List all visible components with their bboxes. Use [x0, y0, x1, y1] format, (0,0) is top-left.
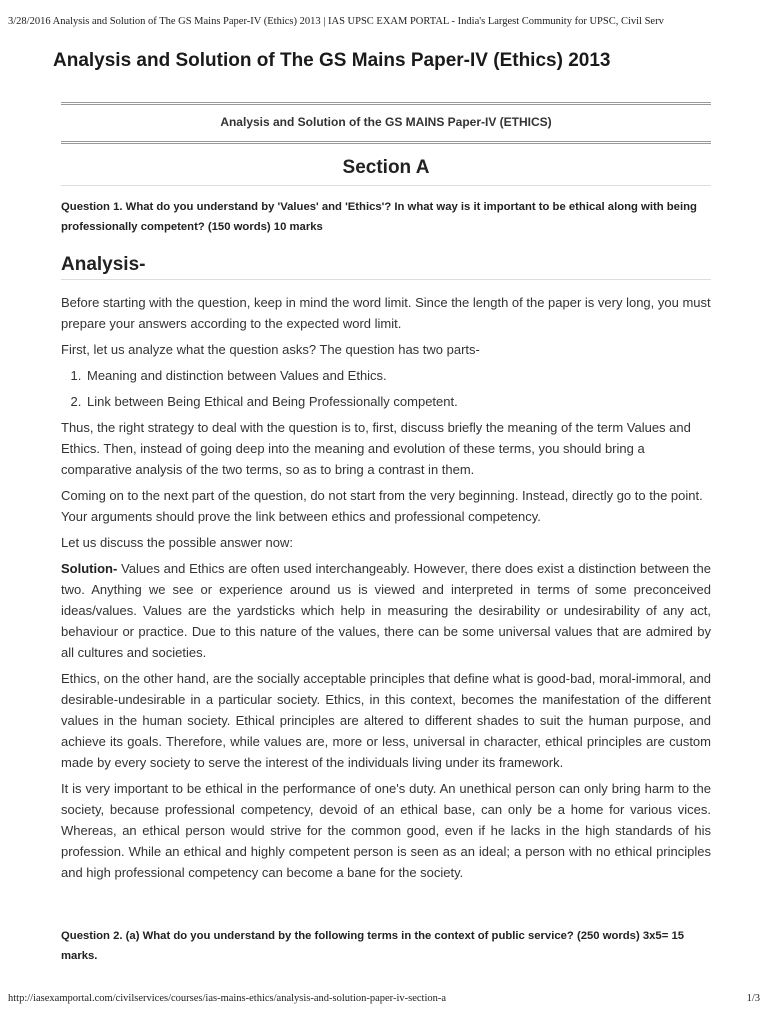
list-item: 1. Meaning and distinction between Values and Ethics.	[85, 365, 711, 386]
solution-text: Values and Ethics are often used interchangeably. However, there does exist a distinction between the two. Anything we see or experience around us is viewed and interpreted in terms of some preconceived ideas/values. Values are the yardsticks which help in measuring the desirability or undesirability of any act, behaviour or practice. Due to this nature of the values, there can be some universal values that are admired by all cultures and societies.	[61, 561, 711, 660]
paragraph: First, let us analyze what the question asks? The question has two parts-	[61, 342, 480, 357]
paragraph: It is very important to be ethical in the performance of one's duty. An unethical person can only bring harm to the society, because professional competency, devoid of an ethical base, can only be a home for various vices. Whereas, an ethical person would strive for the common good, even if he lacks in the high standards of his profession. While an ethical and highly competent person is seen as an ideal; a person with no ethical principles and high professional competency can become a bane for the society.	[61, 781, 711, 880]
page-number: 1/3	[746, 993, 760, 1004]
solution-label: Solution-	[61, 561, 118, 576]
article-body	[61, 292, 711, 888]
question-2: Question 2. (a) What do you understand by the following terms in the context of public service? (250 words) 3x5= 15 marks.	[61, 930, 685, 962]
paragraph: Ethics, on the other hand, are the socially acceptable principles that define what is good-bad, moral-immoral, and desirable-undesirable in a particular society. Ethics, in this context, becomes the manifestation of the different values in the human society. Ethical principles are altered to different shades to suit the human purpose, and achieve its goals. Therefore, while values are, more or less, universal in character, ethical principles are custom made by every society to serve the interest of the individuals living under its framework.	[61, 671, 711, 770]
divider	[61, 102, 711, 105]
paragraph: Before starting with the question, keep in mind the word limit. Since the length of the paper is very long, you must prepare your answers according to the expected word limit.	[61, 295, 711, 331]
list-item: 2. Link between Being Ethical and Being Professionally competent.	[85, 391, 711, 412]
article-subtitle: Analysis and Solution of the GS MAINS Paper-IV (ETHICS)	[220, 115, 552, 129]
print-footer	[8, 993, 760, 1004]
question-1: Question 1. What do you understand by 'Values' and 'Ethics'? In what way is it important to be ethical along with being professionally competent? (150 words) 10 marks	[61, 201, 697, 233]
section-heading: Section A	[61, 157, 711, 186]
parts-list	[85, 365, 711, 412]
print-header: 3/28/2016 Analysis and Solution of The GS Mains Paper-IV (Ethics) 2013 | IAS UPSC EXAM PORTAL - India's Largest Community for UPSC, Civil Serv	[8, 16, 664, 27]
paragraph: Let us discuss the possible answer now:	[61, 535, 293, 550]
paragraph: Thus, the right strategy to deal with the question is to, first, discuss briefly the meaning of the term Values and Ethics. Then, instead of going deep into the meaning and evolution of these terms, you should bring a comparative analysis of the two terms, so as to bring a contrast in them.	[61, 420, 691, 477]
page-url[interactable]: http://iasexamportal.com/civilservices/courses/ias-mains-ethics/analysis-and-solution-paper-iv-section-a	[8, 993, 447, 1004]
divider	[61, 141, 711, 144]
paragraph: Coming on to the next part of the question, do not start from the very beginning. Instead, directly go to the point. Your arguments should prove the link between ethics and professional competency.	[61, 488, 703, 524]
solution-paragraph	[61, 558, 711, 663]
page-title: Analysis and Solution of The GS Mains Paper-IV (Ethics) 2013	[53, 50, 611, 71]
analysis-heading: Analysis-	[61, 254, 711, 280]
